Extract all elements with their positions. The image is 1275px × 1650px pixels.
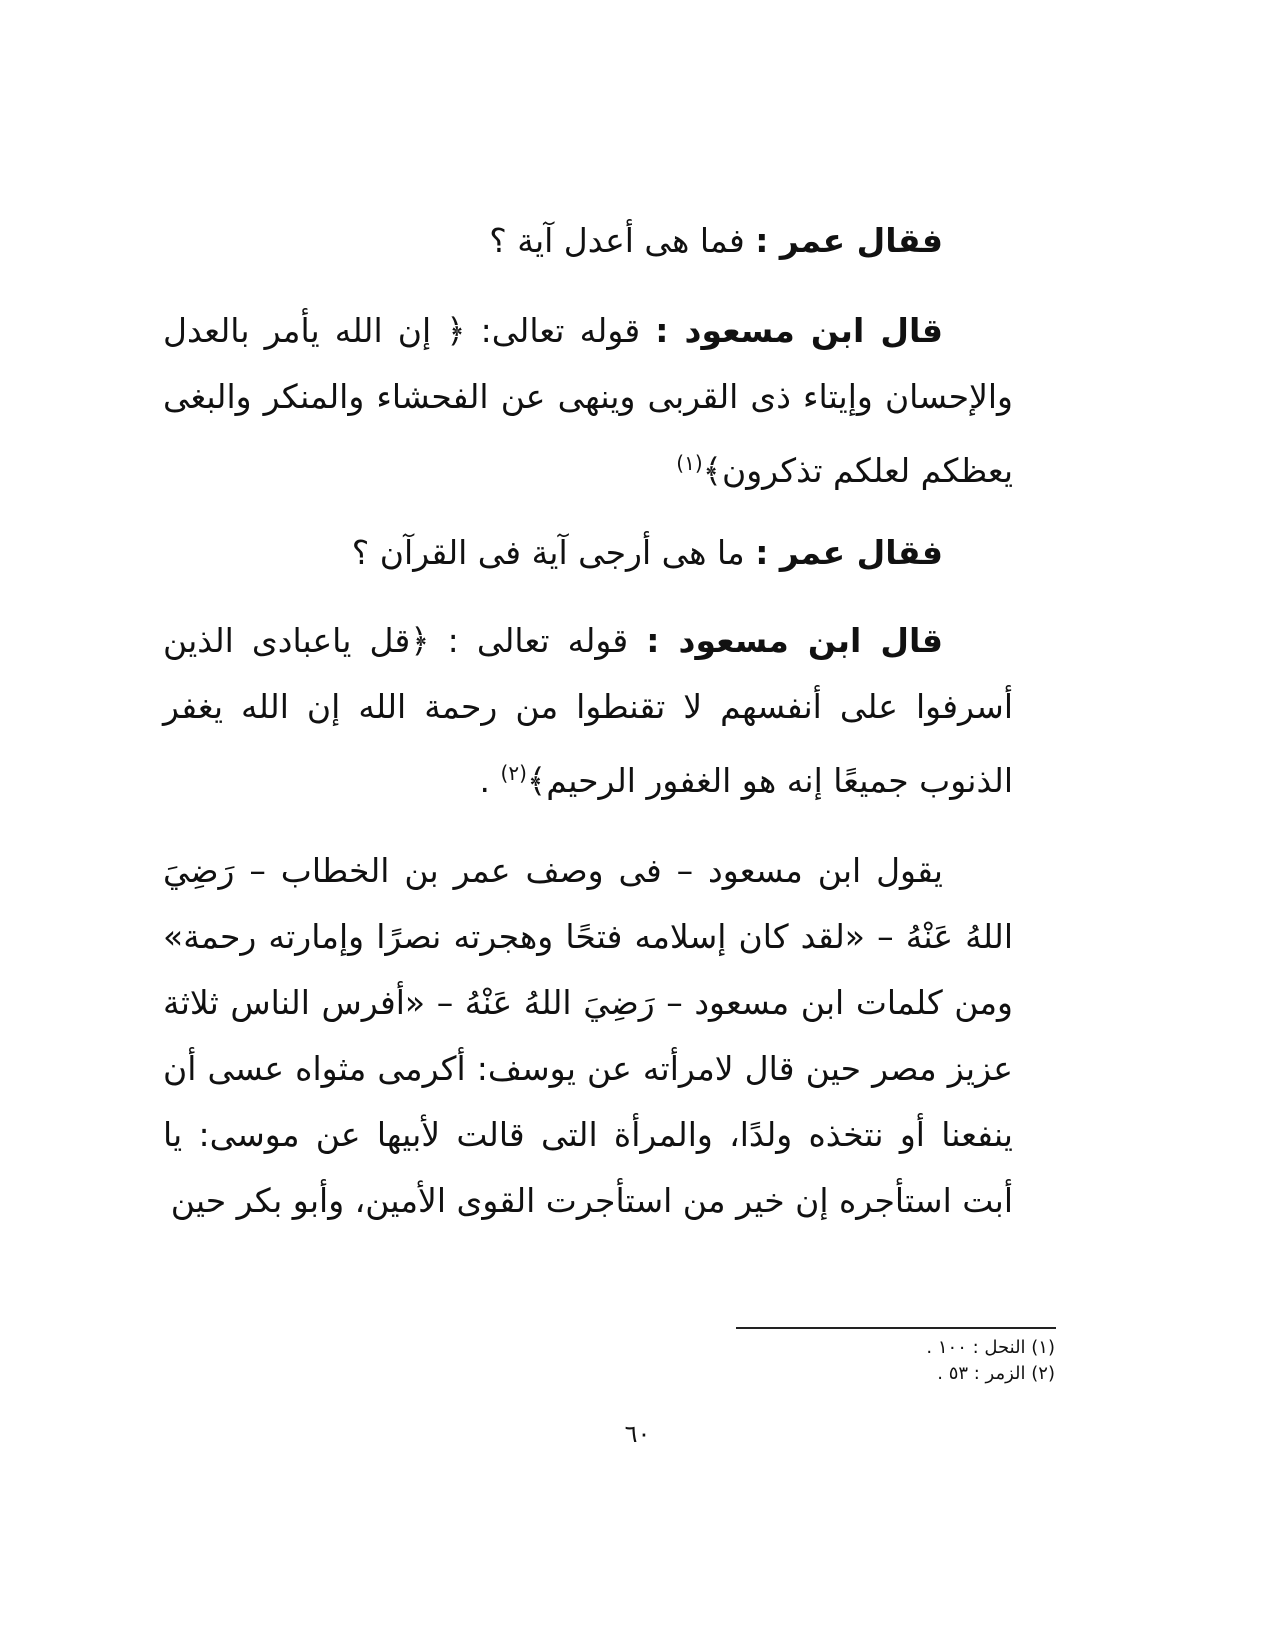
paragraph-2: [163, 298, 1013, 504]
page-number: ٦٠: [624, 1420, 651, 1448]
paragraph-4: [163, 608, 1013, 814]
paragraph-text: يقول ابن مسعود – فى وصف عمر بن الخطاب – رَضِيَ اللهُ عَنْهُ – «لقد كان إسلامه فتحًا وهجرته نصرًا وإمارته رحمة» ومن كلمات ابن مسعود – رَضِيَ اللهُ عَنْهُ – «أفرس الناس ثلاثة عزيز مصر حين قال لامرأته عن يوسف: أكرمى مثواه عسى أن ينفعنا أو نتخذه ولدًا، والمرأة التى قالت لأبيها عن موسى: يا أبت استأجره إن خير من استأجرت القوى الأمين، وأبو بكر حين: [163, 851, 1013, 1220]
footnote-divider: [736, 1327, 1056, 1329]
speaker-label: قال ابن مسعود :: [655, 311, 943, 350]
paragraph-text: قوله تعالى : ﴿قل ياعبادى الذين أسرفوا على أنفسهم لا تقنطوا من رحمة الله إن الله يغفر الذنوب جميعًا إنه هو الغفور الرحيم﴾: [163, 621, 1013, 800]
paragraph-end: .: [479, 761, 501, 800]
paragraph-5: [163, 838, 1013, 1234]
speaker-label: فقال عمر :: [755, 533, 943, 572]
footnote-1: (١) النحل : ١٠٠ .: [926, 1337, 1055, 1358]
speaker-label: قال ابن مسعود :: [646, 621, 943, 660]
footnote-ref: (٢): [500, 761, 527, 785]
paragraph-3: [163, 520, 1013, 586]
footnote-2: (٢) الزمر : ٥٣ .: [937, 1363, 1055, 1384]
paragraph-text: قوله تعالى: ﴿ إن الله يأمر بالعدل والإحسان وإيتاء ذى القربى وينهى عن الفحشاء والمنكر والبغى يعظكم لعلكم تذكرون﴾: [163, 311, 1013, 490]
paragraph-1: [163, 208, 1013, 274]
speaker-label: فقال عمر :: [755, 221, 943, 260]
paragraph-text: ما هى أرجى آية فى القرآن ؟: [351, 533, 756, 572]
paragraph-text: فما هى أعدل آية ؟: [489, 221, 756, 260]
footnotes: [555, 1335, 1055, 1387]
footnote-ref: (١): [676, 451, 703, 475]
